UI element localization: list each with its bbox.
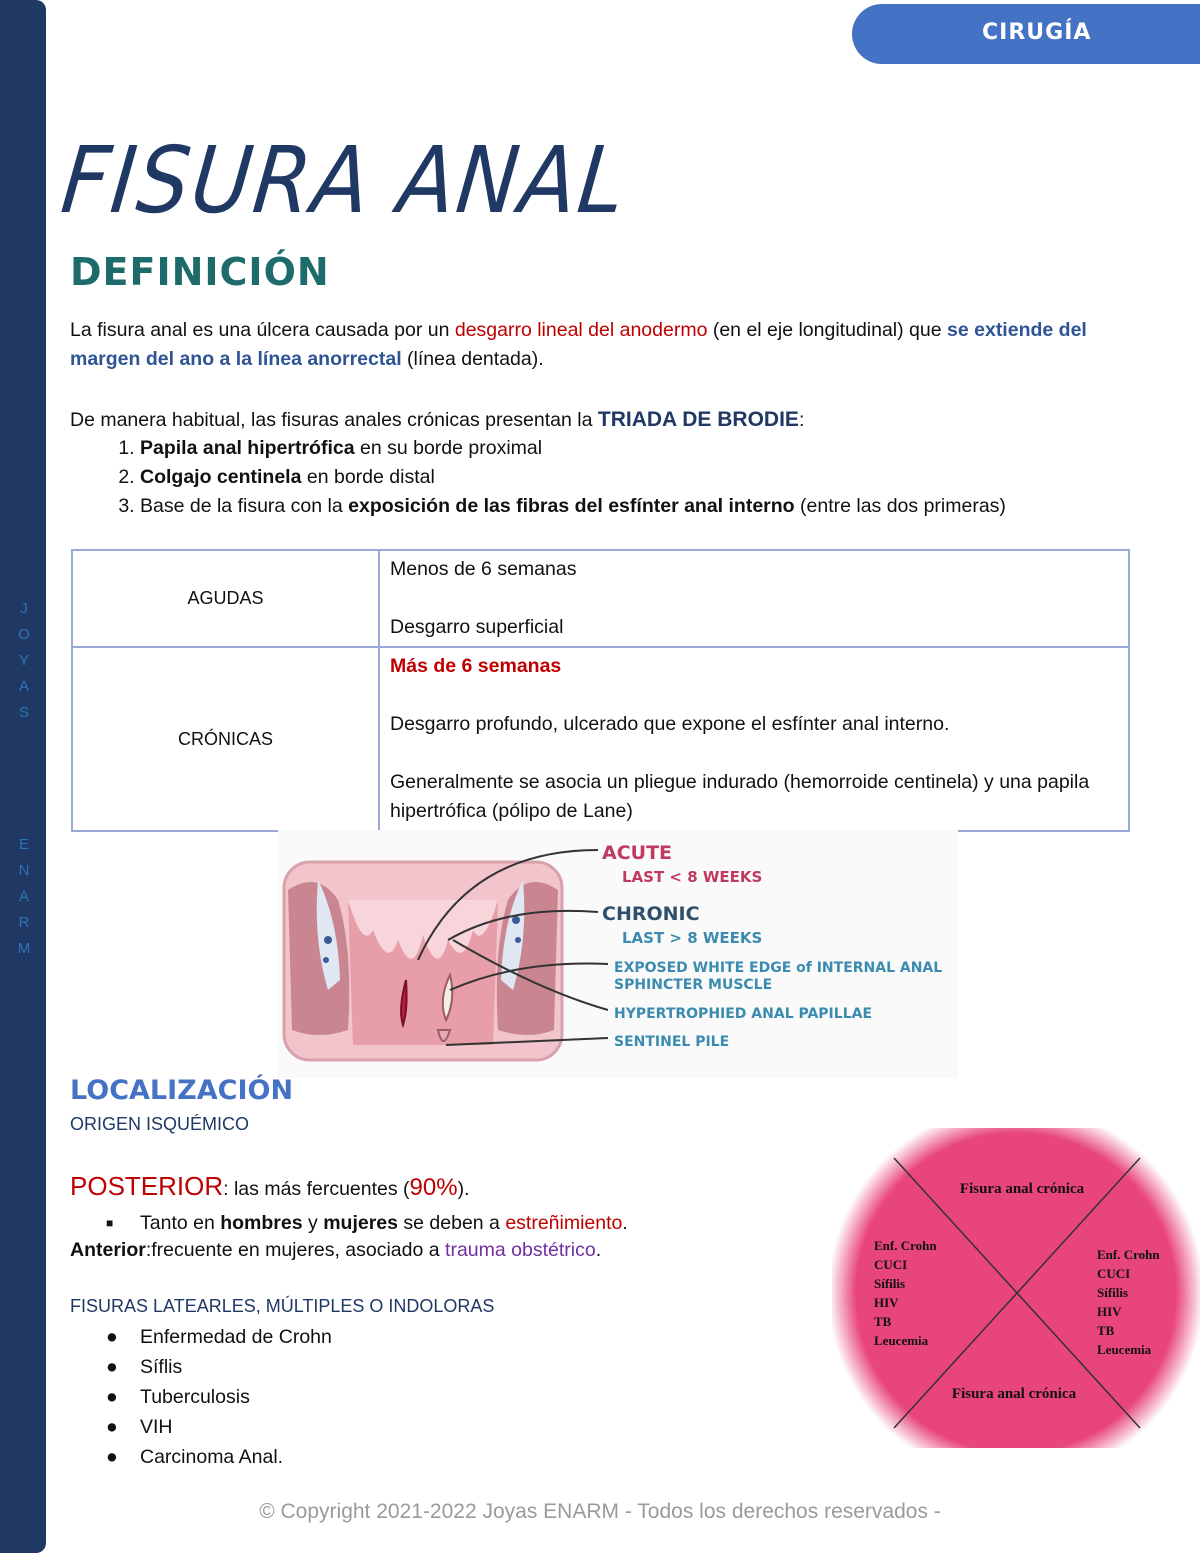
text: . [595,1239,602,1261]
text: Tanto en [140,1212,221,1234]
text-bold: exposición de las fibras del esfínter anal interno [348,495,795,517]
location-diagram [832,1128,1200,1448]
highlight-blue: se extiende del margen del ano a la línea anorrectal [70,319,1087,370]
text: Carcinoma Anal. [140,1446,284,1468]
text-bold: Colgajo centinela [140,466,302,488]
label-acute: ACUTE [602,842,673,864]
text: en su borde proximal [354,437,543,459]
sidebar-letter: N [18,862,30,879]
sidebar-letter: E [18,836,29,853]
list-item [140,434,1170,463]
text: Menos de 6 semanas [390,558,577,580]
text: (en el eje longitudinal) que [707,319,948,341]
footer-copyright: © Copyright 2021-2022 Joyas ENARM - Todos los derechos reservados - [259,1500,941,1523]
text: se deben a [397,1212,506,1234]
text: Síflis [140,1356,183,1378]
origen-label: ORIGEN ISQUÉMICO [70,1114,250,1134]
sidebar-bar [0,0,46,1553]
text: : las más fercuentes ( [223,1178,410,1200]
sidebar-letter: J [20,600,28,617]
text-purple: trauma obstétrico [445,1239,596,1261]
label-sentinel-pile: SENTINEL PILE [614,1034,730,1050]
sidebar-letter: A [18,678,29,695]
label-exposed-2: SPHINCTER MUSCLE [614,977,773,993]
definicion-heading: DEFINICIÓN [70,250,330,294]
triada-list [100,434,1170,521]
diagram-bottom-label: Fisura anal crónica [951,1386,1077,1402]
list-item: ● VIH [106,1416,173,1438]
list-item: ● Carcinoma Anal. [106,1446,284,1468]
classification-table [71,549,1130,832]
text: . [622,1212,628,1234]
anterior-word: Anterior [70,1239,146,1261]
text: : [798,409,805,431]
posterior-word: POSTERIOR [70,1171,224,1201]
label-chronic-sub: LAST > 8 WEEKS [622,929,763,947]
table-cell-label: AGUDAS [72,550,379,647]
diagram-right-item: TB [1097,1323,1115,1338]
text: (entre las dos primeras) [794,495,1006,517]
text: Tuberculosis [140,1386,250,1408]
label-chronic: CHRONIC [602,903,700,925]
diagram-left-item: CUCI [874,1257,908,1272]
sidebar-letter: Y [18,652,29,669]
text: La fisura anal es una úlcera causada por un [70,319,455,341]
text: VIH [140,1416,173,1438]
sidebar-letter: M [17,940,31,957]
table-cell-label: CRÓNICAS [72,647,379,831]
diagram-right-item: Leucemia [1097,1342,1152,1357]
localizacion-heading: LOCALIZACIÓN [70,1075,294,1106]
text-bold: Papila anal hipertrófica [140,437,355,459]
sidebar-word-enarm [14,832,34,962]
diagram-left-item: TB [874,1314,892,1329]
sidebar-word-joyas [14,596,34,726]
sidebar-letter: R [18,914,30,931]
triada-intro [70,405,1140,435]
text-bold: hombres [220,1212,303,1234]
fissure-illustration [278,830,958,1078]
text: (línea dentada). [401,348,544,370]
diagram-right-item: HIV [1097,1304,1122,1319]
table-cell-value [379,647,1129,831]
text-bold: mujeres [323,1212,398,1234]
page-title: FISURA ANAL [56,128,632,235]
list-item [140,463,1170,492]
label-acute-sub: LAST < 8 WEEKS [622,868,763,886]
text-red: estreñimiento [505,1212,623,1234]
section-tab-label: CIRUGÍA [982,20,1092,45]
sidebar-letter: A [18,888,29,905]
diagram-top-label: Fisura anal crónica [959,1181,1085,1197]
posterior-bullets [106,1208,628,1238]
diagram-right-item: CUCI [1097,1266,1131,1281]
text: De manera habitual, las fisuras anales crónicas presentan la [70,409,598,431]
text: Base de la fisura con la [140,495,349,517]
table-row [72,647,1129,831]
text: Generalmente se asocia un pliegue indurado (hemorroide centinela) y una papila hipertrófica (pólipo de Lane) [390,771,1090,822]
diagram-left-item: Sífilis [874,1276,906,1291]
sidebar-letter: S [18,704,29,721]
text: Desgarro superficial [390,616,564,638]
table-cell-value [379,550,1129,647]
diagram-right-item: Enf. Crohn [1097,1247,1160,1262]
text: en borde distal [301,466,435,488]
laterales-label: FISURAS LATEARLES, MÚLTIPLES O INDOLORAS [70,1296,495,1316]
text-red: Más de 6 semanas [390,655,562,677]
text: Desgarro profundo, ulcerado que expone el esfínter anal interno. [390,713,950,735]
list-item: ● Síflis [106,1356,183,1378]
text: :frecuente en mujeres, asociado a [145,1239,446,1261]
table-row [72,550,1129,647]
text: ). [457,1178,470,1200]
text: y [302,1212,324,1234]
highlight-red: desgarro lineal del anodermo [454,319,708,341]
sidebar-letter: O [18,626,30,643]
percentage: 90% [409,1174,458,1201]
text: Enfermedad de Crohn [140,1326,332,1348]
diagram-left-item: Leucemia [874,1333,929,1348]
list-item: ■ Tanto en hombres y mujeres se deben a estreñimiento. [106,1212,628,1234]
list-item: ● Enfermedad de Crohn [106,1326,332,1348]
diagram-left-item: HIV [874,1295,899,1310]
triada-label: TRIADA DE BRODIE [597,408,799,431]
label-papillae: HYPERTROPHIED ANAL PAPILLAE [614,1006,873,1022]
diagram-left-item: Enf. Crohn [874,1238,937,1253]
diagram-right-item: Sífilis [1097,1285,1129,1300]
definicion-paragraph [70,316,1140,374]
label-exposed-1: EXPOSED WHITE EDGE of INTERNAL ANAL [614,960,943,976]
list-item [140,492,1170,521]
list-item: ● Tuberculosis [106,1386,250,1408]
laterales-list [106,1322,332,1472]
